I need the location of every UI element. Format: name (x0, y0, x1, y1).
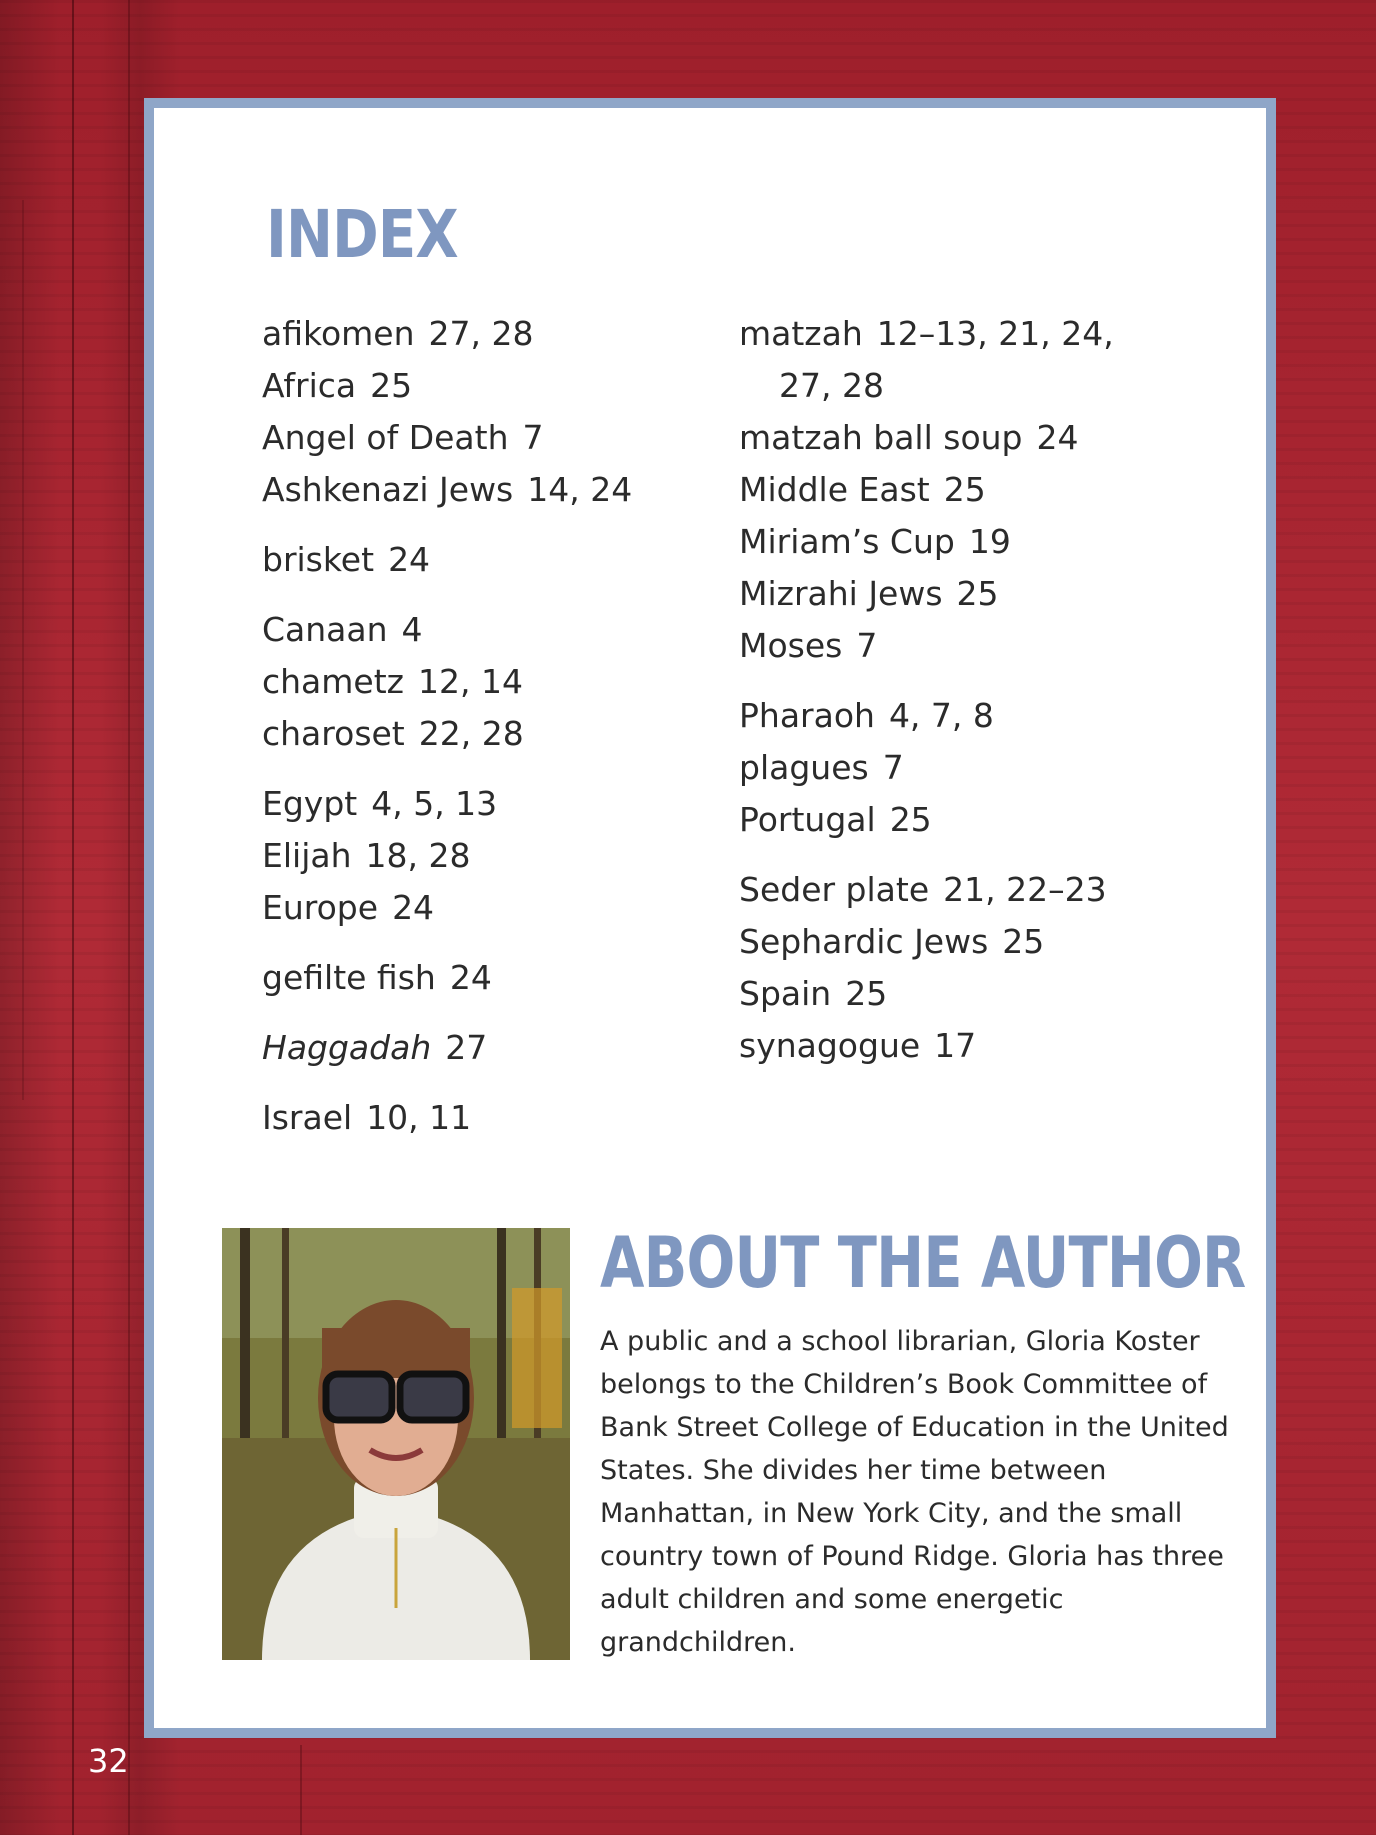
index-entry: Angel of Death 7 (262, 418, 544, 457)
index-entry: Israel 10, 11 (262, 1098, 472, 1137)
wood-grain (128, 0, 130, 1835)
index-entry: Middle East 25 (739, 470, 986, 509)
index-entry: Africa 25 (262, 366, 413, 405)
index-entry: Europe 24 (262, 888, 435, 927)
index-entry: Pharaoh 4, 7, 8 (739, 696, 994, 735)
index-entry: Elijah 18, 28 (262, 836, 471, 875)
author-bio: A public and a school librarian, Gloria Koster belongs to the Children’s Book Committee of Bank Street College of Education in the United States. She divides her time between Manhattan, in New York City, and the small country town of Pound Ridge. Gloria has three adult children and some energetic grandchildren. (600, 1326, 1229, 1658)
author-portrait-illustration (222, 1228, 570, 1660)
index-entry: charoset 22, 28 (262, 714, 524, 753)
index-entry: Spain 25 (739, 974, 888, 1013)
index-entry: Moses 7 (739, 626, 878, 665)
wood-grain (300, 1745, 302, 1835)
index-entry: plagues 7 (739, 748, 904, 787)
index-entry: Egypt 4, 5, 13 (262, 784, 498, 823)
index-entry: gefilte fish 24 (262, 958, 492, 997)
index-heading: INDEX (266, 196, 458, 273)
index-entry: matzah 12–13, 21, 24, 27, 28 (739, 314, 1114, 405)
index-entry: synagogue 17 (739, 1026, 977, 1065)
index-entry: Haggadah 27 (262, 1028, 488, 1067)
index-entry: afikomen 27, 28 (262, 314, 534, 353)
content-panel (144, 98, 1276, 1738)
index-entry: Sephardic Jews 25 (739, 922, 1045, 961)
wood-grain (22, 200, 24, 1100)
index-right-column (739, 308, 1114, 1072)
index-entry: matzah ball soup 24 (739, 418, 1079, 457)
index-entry: Miriam’s Cup 19 (739, 522, 1011, 561)
index-entry: Seder plate 21, 22–23 (739, 870, 1107, 909)
page-number: 32 (88, 1742, 129, 1780)
wood-grain (72, 0, 74, 1835)
index-entry: Ashkenazi Jews 14, 24 (262, 470, 633, 509)
index-entry: brisket 24 (262, 540, 431, 579)
index-entry: Mizrahi Jews 25 (739, 574, 999, 613)
author-photo (222, 1228, 570, 1660)
index-entry: Portugal 25 (739, 800, 932, 839)
index-entry: chametz 12, 14 (262, 662, 523, 701)
index-entry: Canaan 4 (262, 610, 423, 649)
about-author-heading: ABOUT THE AUTHOR (600, 1222, 1246, 1304)
index-left-column (262, 308, 632, 1144)
